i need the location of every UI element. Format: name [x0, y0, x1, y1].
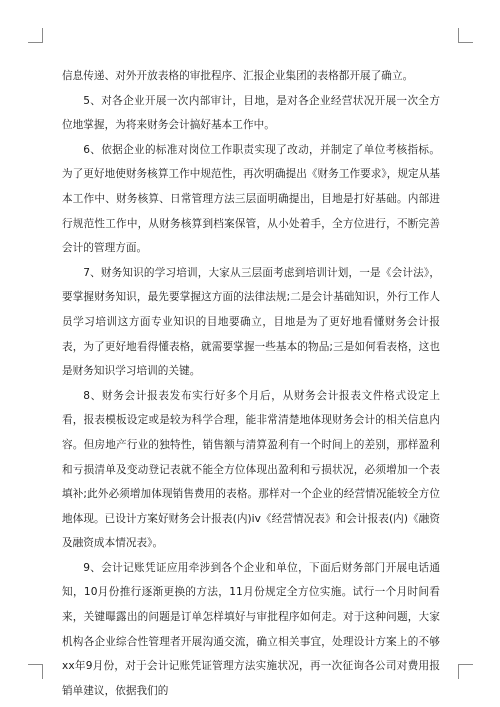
paragraph-item-8: 8、财务会计报表发布实行好多个月后，从财务会计报表文件格式设定上看，报表模板设定或是较为科学合理，能非常清楚地体现财务会计的相关信息内容。但房地产行业的独特性，销售额与清算盈利有一个时间上的差别，那样盈利和亏损清单及变动登记表就不能全方位体现出盈利和亏损状况，必须增加一个表填补;此外必须增加体现销售费用的表格。那样对一个企业的经营情况能较全方位地体现。已设计方案好财务会计报表(内)iv《经营情况表》和会计报表(内)《融资及融资成本情况表》。	[62, 389, 440, 550]
crop-mark-top-right	[458, 28, 473, 43]
document-body	[62, 64, 440, 703]
crop-mark-bottom-right	[458, 664, 473, 679]
paragraph-item-6: 6、依据企业的标准对岗位工作职责实现了改动，并制定了单位考核指标。为了更好地使财务核算工作中规范性，再次明确提出《财务工作要求》，规定从基本工作中、财务核算、日常管理方法三层面明确提出，目地是打好基础。内部进行规范性工作中，从财务核算到档案保管，从小处着手，全方位进行，不断完善会计的管理方面。	[62, 143, 440, 255]
paragraph-item-7: 7、财务知识的学习培训，大家从三层面考虑到培训计划，一是《会计法》，要掌握财务知识，最先要掌握这方面的法律法规;二是会计基础知识，外行工作人员学习培训这方面专业知识的目地要确立，目地是为了更好地看懂财务会计报表，为了更好地看得懂表格，就需要掌握一些基本的物品;三是如何看表格，这也是财务知识学习培训的关键。	[62, 266, 440, 378]
paragraph-item-5: 5、对各企业开展一次内部审计，目地，是对各企业经营状况开展一次全方位地掌握，为将来财务会计搞好基本工作中。	[62, 94, 440, 132]
crop-mark-bottom-left	[28, 664, 43, 679]
paragraph-continuation: 信息传递、对外开放表格的审批程序、汇报企业集团的表格都开展了确立。	[62, 70, 414, 82]
paragraph-item-9: 9、会计记账凭证应用牵涉到各个企业和单位，下面后财务部门开展电话通知，10月份推行逐渐更换的方法，11月份规定全方位实施。试行一个月时间看来，关键曝露出的问题是订单怎样填好与审批程序如何走。对于这种问题，大家机构各企业综合性管理者开展沟通交流，确立相关事宜，处理设计方案上的不够xx年9月份，对于会计记账凭证管理方法实施状况，再一次征询各公司对费用报销单建议，依据我们的	[62, 561, 440, 697]
crop-mark-top-left	[28, 28, 43, 43]
